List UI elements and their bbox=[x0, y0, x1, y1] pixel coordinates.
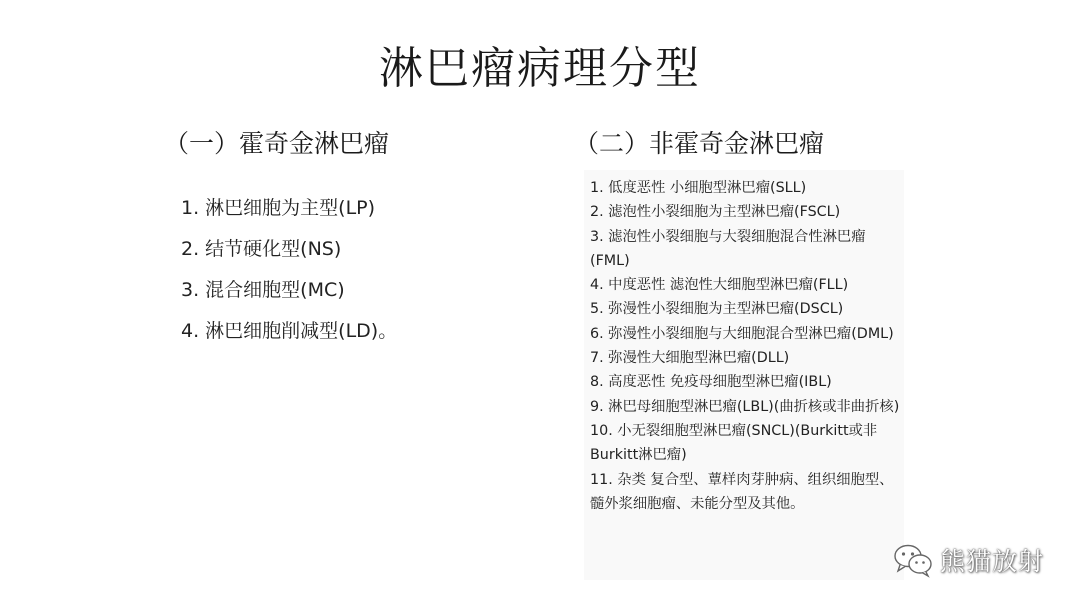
list-item: 1. 低度恶性 小细胞型淋巴瘤(SLL) bbox=[590, 180, 807, 196]
list-item: 8. 高度恶性 免疫母细胞型淋巴瘤(IBL) bbox=[590, 374, 832, 391]
list-item: 4. 淋巴细胞削减型(LD)。 bbox=[181, 320, 398, 342]
list-item: 2. 滤泡性小裂细胞为主型淋巴瘤(FSCL) bbox=[590, 204, 841, 221]
hodgkin-heading: （一）霍奇金淋巴瘤 bbox=[164, 129, 390, 158]
list-item: 5. 弥漫性小裂细胞为主型淋巴瘤(DSCL) bbox=[590, 301, 844, 318]
non-hodgkin-heading: （二）非霍奇金淋巴瘤 bbox=[574, 129, 825, 158]
list-item: 2. 结节硬化型(NS) bbox=[181, 238, 342, 260]
list-item: 7. 弥漫性大细胞型淋巴瘤(DLL) bbox=[590, 350, 790, 367]
list-item: 11. 杂类 复合型、蕈样肉芽肿病、组织细胞型、髓外浆细胞瘤、未能分型及其他。 bbox=[590, 471, 894, 512]
watermark bbox=[892, 540, 1044, 580]
list-item: 10. 小无裂细胞型淋巴瘤(SNCL)(Burkitt或非Burkitt淋巴瘤) bbox=[590, 422, 878, 464]
list-item: 1. 淋巴细胞为主型(LP) bbox=[181, 197, 376, 219]
non-hodgkin-list bbox=[590, 176, 902, 516]
page-title: 淋巴瘤病理分型 bbox=[379, 43, 701, 94]
hodgkin-list bbox=[181, 188, 397, 352]
list-item: 4. 中度恶性 滤泡性大细胞型淋巴瘤(FLL) bbox=[590, 277, 849, 294]
list-item: 3. 混合细胞型(MC) bbox=[181, 279, 345, 301]
wechat-icon bbox=[892, 542, 934, 578]
list-item: 3. 滤泡性小裂细胞与大裂细胞混合性淋巴瘤(FML) bbox=[590, 228, 866, 269]
list-item: 9. 淋巴母细胞型淋巴瘤(LBL)(曲折核或非曲折核) bbox=[590, 398, 900, 415]
list-item: 6. 弥漫性小裂细胞与大细胞混合型淋巴瘤(DML) bbox=[590, 325, 894, 342]
watermark-text: 熊猫放射 bbox=[940, 547, 1045, 576]
